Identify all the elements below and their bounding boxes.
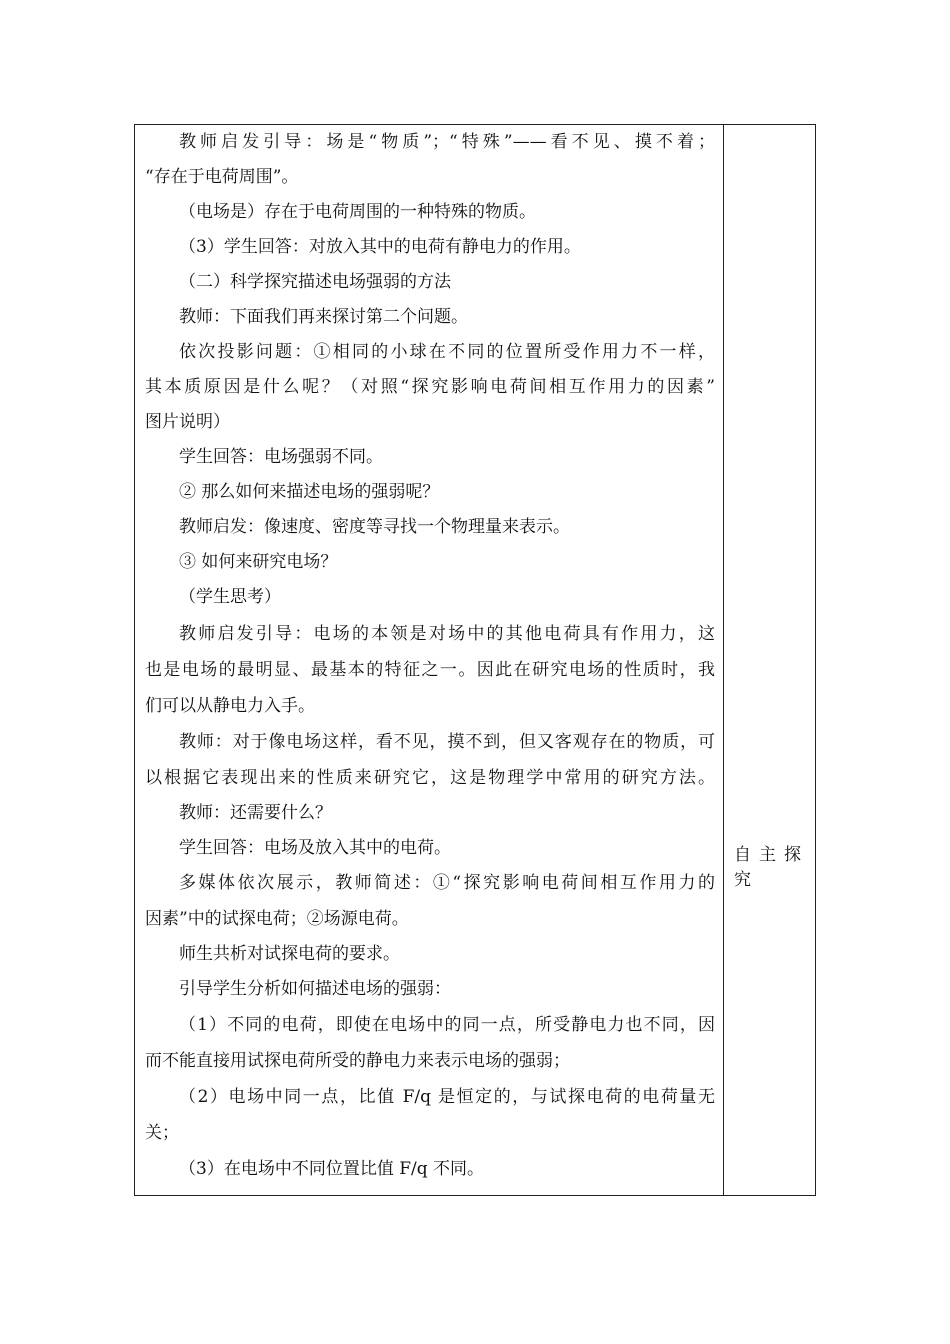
paragraph-line: 多媒体依次展示，教师简述：①“探究影响电荷间相互作用力的 [179,873,715,893]
paragraph-line: 学生回答：电场及放入其中的电荷。 [179,838,451,858]
paragraph-line: 教师：下面我们再来探讨第二个问题。 [179,307,468,327]
paragraph-line: 以根据它表现出来的性质来研究它，这是物理学中常用的研究方法。 [145,768,715,788]
paragraph-line: （3）在电场中不同位置比值 F/q 不同。 [179,1159,485,1179]
paragraph-line: 依次投影问题：①相同的小球在不同的位置所受作用力不一样， [179,342,715,362]
paragraph-line: （2）电场中同一点，比值 F/q 是恒定的，与试探电荷的电荷量无 [179,1087,715,1107]
paragraph-line: 教师启发：像速度、密度等寻找一个物理量来表示。 [179,517,570,537]
design-intent-label: 自主探究 [734,845,809,890]
paragraph-line: ③ 如何来研究电场？ [179,552,338,572]
paragraph-line: 引导学生分析如何描述电场的强弱： [179,979,451,999]
paragraph-line: （学生思考） [179,587,281,607]
paragraph-line: 关； [145,1123,179,1143]
paragraph-line: 师生共析对试探电荷的要求。 [179,944,400,964]
paragraph-line: 教师启发引导：电场的本领是对场中的其他电荷具有作用力，这 [179,624,715,644]
paragraph-line: 教师启发引导：场是“物质”；“特殊”——看不见、摸不着； [179,132,715,152]
paragraph-line: （3）学生回答：对放入其中的电荷有静电力的作用。 [179,237,581,257]
paragraph-line: 其本质原因是什么呢？（对照“探究影响电荷间相互作用力的因素” [145,377,715,397]
paragraph-line: 们可以从静电力入手。 [145,696,315,716]
teaching-process-cell [135,125,724,1195]
design-intent-cell [724,125,815,1195]
paragraph-line: 也是电场的最明显、最基本的特征之一。因此在研究电场的性质时，我 [145,660,715,680]
paragraph-line: 图片说明） [145,412,230,432]
lesson-plan-table [134,124,816,1196]
paragraph-line: 教师：还需要什么？ [179,803,332,823]
section-heading: （二）科学探究描述电场强弱的方法 [179,272,451,292]
paragraph-line: 教师：对于像电场这样，看不见，摸不到，但又客观存在的物质，可 [179,732,715,752]
paragraph-line: 学生回答：电场强弱不同。 [179,447,383,467]
paragraph-line: （电场是）存在于电荷周围的一种特殊的物质。 [179,202,536,222]
paragraph-line: 而不能直接用试探电荷所受的静电力来表示电场的强弱； [145,1051,570,1071]
paragraph-line: 因素”中的试探电荷；②场源电荷。 [145,909,409,929]
paragraph-line: ② 那么如何来描述电场的强弱呢？ [179,482,440,502]
paragraph-line: （1）不同的电荷，即使在电场中的同一点，所受静电力也不同，因 [179,1015,715,1035]
paragraph-line: “存在于电荷周围”。 [145,167,299,187]
